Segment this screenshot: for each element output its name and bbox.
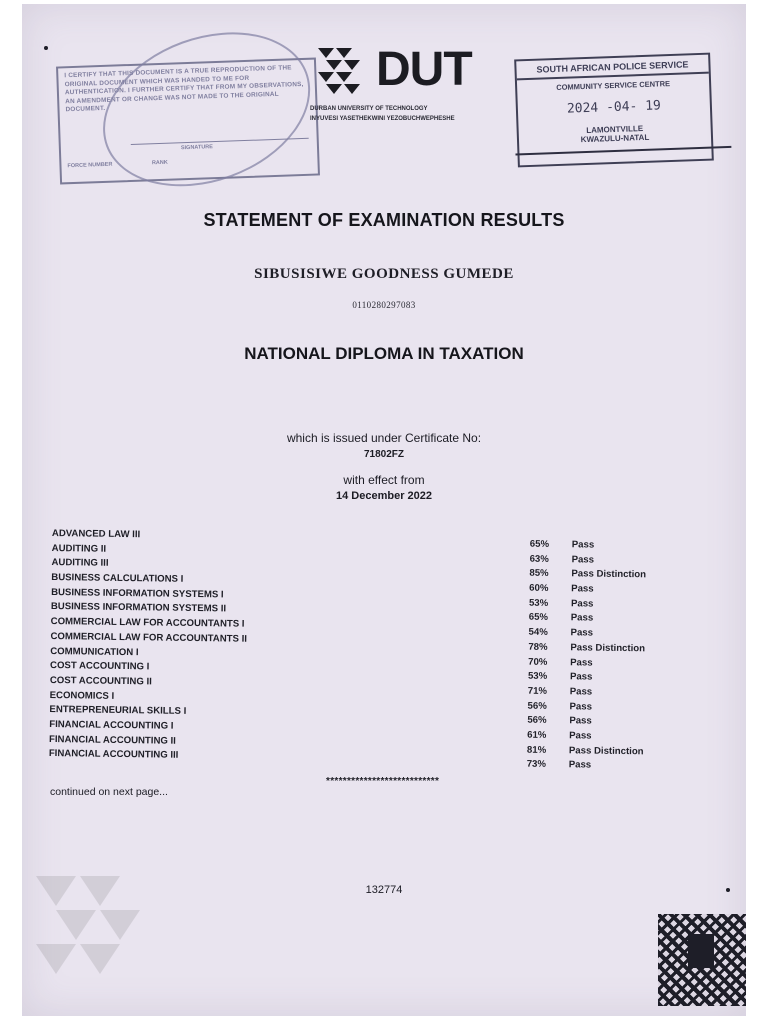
effect-date: 14 December 2022 (335, 490, 432, 502)
result-outcome: Pass (571, 539, 595, 551)
result-outcome: Pass (570, 598, 594, 610)
result-subject: BUSINESS INFORMATION SYSTEMS I (51, 586, 224, 601)
result-percent: 56% (527, 714, 547, 727)
dut-logo (310, 43, 472, 124)
result-subject: AUDITING III (51, 557, 109, 570)
result-percent: 60% (529, 582, 549, 594)
result-outcome: Pass (569, 700, 593, 713)
result-subject: COMMERCIAL LAW FOR ACCOUNTANTS I (50, 616, 245, 630)
result-subject: FINANCIAL ACCOUNTING II (48, 733, 176, 747)
result-subject: FINANCIAL ACCOUNTING III (48, 748, 179, 762)
dut-brand: DUT (376, 43, 472, 96)
result-outcome: Pass (570, 656, 593, 669)
separator-line: *************************** (326, 776, 440, 787)
result-subject: COST ACCOUNTING I (50, 660, 150, 673)
university-name-zulu: INYUVESI YASETHEKWINI YEZOBUCHWEPHESHE (310, 116, 455, 122)
signature-scribble (81, 5, 331, 214)
result-outcome: Pass Distinction (568, 744, 644, 757)
issued-under-label: which is issued under Certificate No: (286, 431, 482, 445)
result-outcome: Pass (569, 686, 593, 698)
result-subject: AUDITING II (51, 542, 107, 555)
result-percent: 53% (528, 597, 549, 609)
force-number-label: FORCE NUMBER (67, 161, 113, 170)
police-stamp-date: 2024 -04- 19 (566, 98, 662, 117)
result-percent: 63% (529, 553, 549, 565)
result-outcome: Pass (569, 671, 593, 683)
result-percent: 85% (529, 568, 549, 580)
result-percent: 78% (528, 641, 548, 653)
police-stamp (514, 53, 714, 168)
certification-stamp (56, 57, 320, 184)
result-subject: BUSINESS CALCULATIONS I (51, 572, 184, 585)
security-qr-code (658, 914, 746, 1006)
result-percent: 73% (526, 758, 547, 771)
watermark-icon (36, 876, 156, 1006)
certificate-number: 71802FZ (363, 449, 405, 460)
result-outcome: Pass (569, 715, 592, 727)
police-stamp-header: SOUTH AFRICAN POLICE SERVICE (516, 55, 709, 81)
result-outcome: Pass (571, 583, 594, 595)
result-percent: 70% (528, 656, 548, 668)
signature-label: SIGNATURE (180, 144, 214, 152)
result-subject: FINANCIAL ACCOUNTING I (49, 718, 174, 732)
qualification: NATIONAL DIPLOMA IN TAXATION (244, 344, 524, 363)
continued-note: continued on next page... (50, 786, 168, 798)
result-subject: COMMERCIAL LAW FOR ACCOUNTANTS II (50, 630, 248, 645)
results-table (49, 528, 692, 772)
result-percent: 71% (527, 685, 548, 697)
certification-text: I CERTIFY THAT THIS DOCUMENT IS A TRUE REPRODUCTION OF THE ORIGINAL DOCUMENT WHICH WAS HANDED TO ME FOR AUTHENTICATION. I FURTHER CERTIFY THAT FROM MY OBSERVATIONS, AN AMENDMENT OR CHANGE WAS NOT MADE TO THE ORIGINAL DOCUMENT. (64, 64, 304, 114)
dut-triangles-icon (316, 46, 368, 102)
id-number: 0110280297083 (352, 300, 416, 310)
result-outcome: Pass Distinction (570, 642, 646, 655)
student-name: SIBUSISIWE GOODNESS GUMEDE (254, 266, 514, 282)
result-outcome: Pass (571, 553, 595, 566)
university-name: DURBAN UNIVERSITY OF TECHNOLOGY (310, 106, 428, 112)
serial-number: 132774 (365, 884, 403, 896)
result-subject: COMMUNICATION I (50, 645, 139, 658)
result-percent: 54% (528, 626, 548, 639)
result-subject: COST ACCOUNTING II (49, 674, 152, 688)
effect-from-label: with effect from (343, 473, 425, 487)
result-outcome: Pass (570, 612, 594, 625)
rank-label: RANK (151, 159, 168, 167)
result-subject: ECONOMICS I (49, 689, 115, 702)
result-subject: ENTREPRENEURIAL SKILLS I (49, 704, 187, 718)
police-stamp-location: LAMONTVILLE (586, 123, 644, 135)
result-percent: 56% (527, 700, 547, 712)
result-subject: ADVANCED LAW III (51, 528, 141, 541)
result-percent: 65% (528, 612, 549, 624)
result-percent: 61% (527, 729, 547, 741)
result-outcome: Pass (570, 627, 594, 639)
result-outcome: Pass Distinction (571, 568, 647, 581)
result-outcome: Pass (568, 759, 592, 771)
result-percent: 53% (527, 670, 548, 683)
result-subject: BUSINESS INFORMATION SYSTEMS II (50, 601, 227, 615)
police-stamp-centre: COMMUNITY SERVICE CENTRE (556, 79, 671, 92)
police-stamp-province: KWAZULU-NATAL (580, 132, 650, 145)
result-percent: 65% (529, 538, 550, 550)
document-page (22, 4, 746, 1016)
result-outcome: Pass (569, 730, 592, 742)
result-percent: 81% (526, 744, 547, 756)
document-title: STATEMENT OF EXAMINATION RESULTS (203, 210, 565, 230)
